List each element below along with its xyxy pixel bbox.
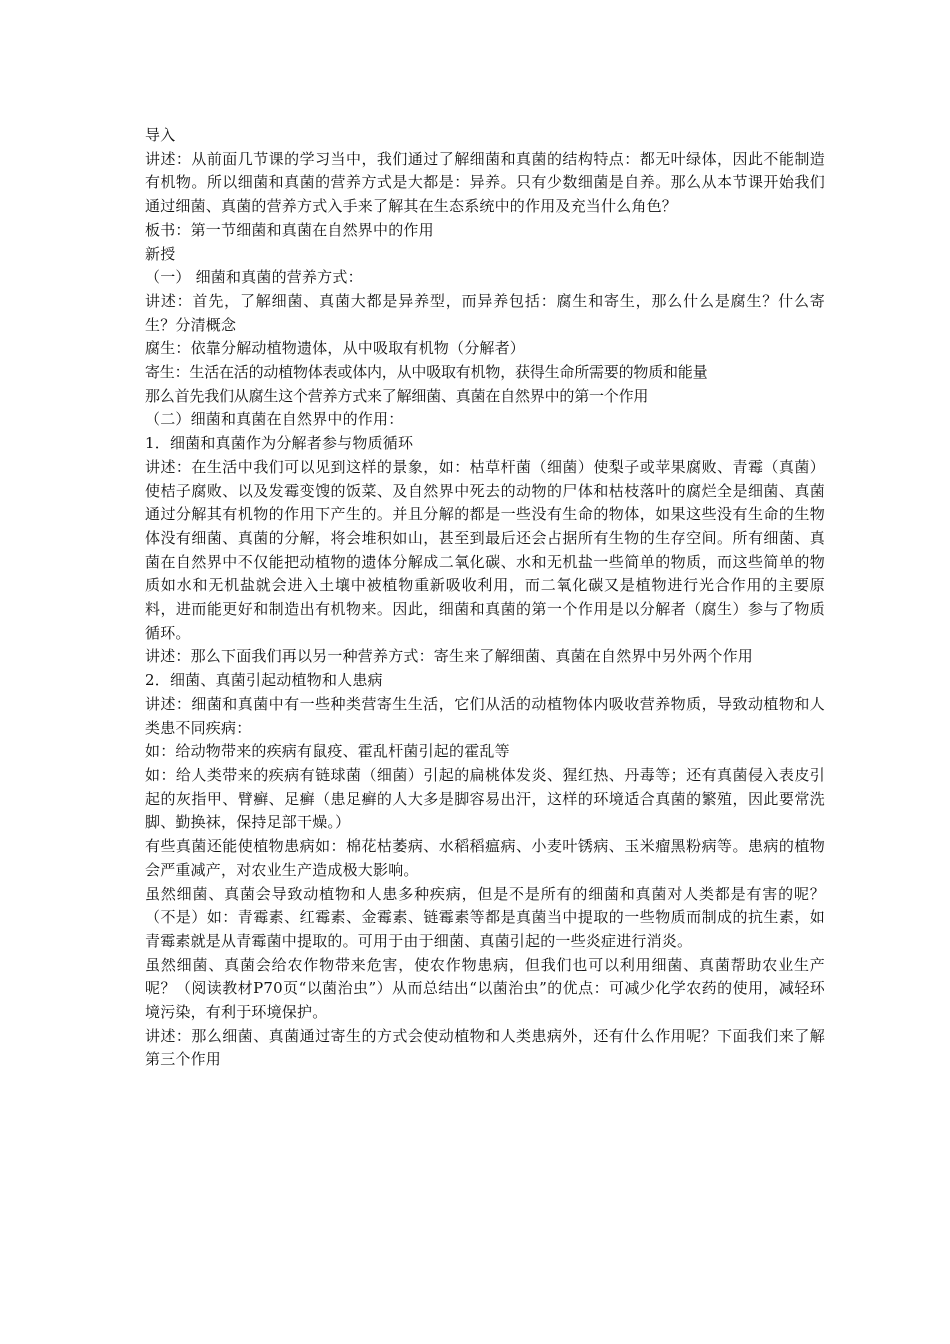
section-heading-nutrition: （一） 细菌和真菌的营养方式： [145,268,363,287]
heading-new-lesson: 新授 [145,244,176,263]
paragraph-biocontrol: 虽然细菌、真菌会给农作物带来危害，使农作物患病，但我们也可以利用细菌、真菌帮助农业生产呢？（阅读教材P70页“以菌治虫”）从而总结出“以菌治虫”的优点：可减少化学农药的使用，减轻环境污染，有利于环境保护。 [145,955,825,1022]
paragraph-antibiotics: 虽然细菌、真菌会导致动植物和人患多种疾病，但是不是所有的细菌和真菌对人类都是有害的呢？（不是）如：青霉素、红霉素、金霉素、链霉素等都是真菌当中提取的一些物质而制成的抗生素，如青霉素就是从青霉菌中提取的。可用于由于细菌、真菌引起的一些炎症进行消炎。 [145,884,825,950]
board-title: 板书：第一节细菌和真菌在自然界中的作用 [145,220,434,239]
paragraph-transition-parasite: 讲述：那么下面我们再以另一种营养方式：寄生来了解细菌、真菌在自然界中另外两个作用 [145,647,754,666]
paragraph-decomposer: 讲述：在生活中我们可以见到这样的景象，如：枯草杆菌（细菌）使梨子或苹果腐败、青霉（真菌）使桔子腐败、以及发霉变馊的饭菜、及自然界中死去的动物的尸体和枯枝落叶的腐烂全是细菌、真菌通过分解其有机物的作用下产生的。并且分解的都是一些没有生命的物体，如果这些没有生命的生物体没有细菌、真菌的分解，将会堆积如山，甚至到最后还会占据所有生物的生存空间。所有细菌、真菌在自然界中不仅能把动植物的遗体分解成二氧化碳、水和无机盐一些简单的物质，而这些简单的物质如水和无机盐就会进入土壤中被植物重新吸收利用，而二氧化碳又是植物进行光合作用的主要原料，进而能更好和制造出有机物来。因此，细菌和真菌的第一个作用是以分解者（腐生）参与了物质循环。 [145,457,825,642]
subheading-disease: 2．细菌、真菌引起动植物和人患病 [145,671,383,690]
heading-intro: 导入 [145,126,176,144]
example-plant-disease: 有些真菌还能使植物患病如：棉花枯萎病、水稻稻瘟病、小麦叶锈病、玉米瘤黑粉病等。患病的植物会严重减产，对农业生产造成极大影响。 [145,837,825,879]
subheading-decomposer: 1．细菌和真菌作为分解者参与物质循环 [145,434,414,453]
section-heading-roles: （二）细菌和真菌在自然界中的作用： [145,410,404,429]
paragraph-heterotroph: 讲述：首先，了解细菌、真菌大都是异养型，而异养包括：腐生和寄生，那么什么是腐生？什么寄生？分清概念 [145,291,825,334]
paragraph-intro-narration: 讲述：从前面几节课的学习当中，我们通过了解细菌和真菌的结构特点：都无叶绿体，因此不能制造有机物。所以细菌和真菌的营养方式是大都是：异养。只有少数细菌是自养。那么从本节课开始我们通过细菌、真菌的营养方式入手来了解其在生态系统中的作用及充当什么角色？ [145,149,825,216]
definition-parasite: 寄生：生活在活的动植物体表或体内，从中吸取有机物，获得生命所需要的物质和能量 [145,363,708,382]
definition-saprophyte: 腐生：依靠分解动植物遗体，从中吸取有机物（分解者） [145,339,526,358]
paragraph-transition-saprophyte: 那么首先我们从腐生这个营养方式来了解细菌、真菌在自然界中的第一个作用 [145,386,649,405]
example-animal-disease: 如：给动物带来的疾病有鼠疫、霍乱杆菌引起的霍乱等 [145,742,510,761]
example-human-disease: 如：给人类带来的疾病有链球菌（细菌）引起的扁桃体发炎、猩红热、丹毒等；还有真菌侵入表皮引起的灰指甲、臂癣、足癣（患足癣的人大多是脚容易出汗，这样的环境适合真菌的繁殖，因此要常洗脚、勤换袜，保持足部干燥。） [145,765,825,832]
paragraph-disease-intro: 讲述：细菌和真菌中有一些种类营寄生生活，它们从活的动植物体内吸收营养物质，导致动植物和人类患不同疾病： [145,694,825,737]
paragraph-transition-third-role: 讲述：那么细菌、真菌通过寄生的方式会使动植物和人类患病外，还有什么作用呢？下面我们来了解第三个作用 [145,1026,825,1069]
document-page [145,124,825,1072]
